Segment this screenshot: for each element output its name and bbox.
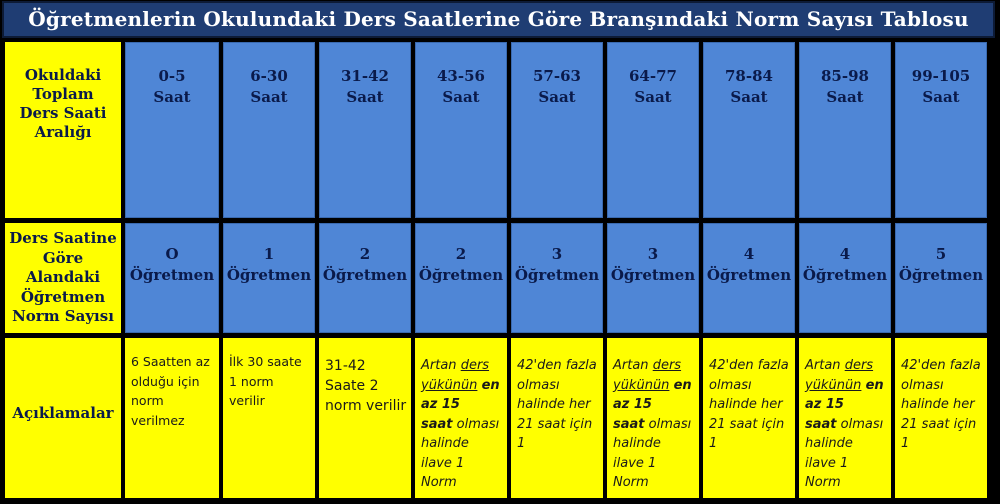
row-label-norm-line: Alandaki (25, 268, 101, 286)
note-line: yükünün en (421, 377, 500, 393)
range-value: 78-84 (725, 67, 773, 85)
range-value: 31-42 (341, 67, 389, 85)
note-line: 1 (901, 436, 910, 451)
norm-cell (895, 223, 987, 333)
note-line: norm verilir (325, 398, 407, 414)
norm-teacher-label: Öğretmen (898, 266, 984, 284)
row-label-range-line: Aralığı (34, 123, 92, 141)
range-value: 64-77 (629, 67, 677, 85)
norm-teacher-label: Öğretmen (226, 266, 312, 284)
note-line: Artan ders (613, 358, 682, 373)
norm-cell (125, 223, 219, 333)
norm-count: 3 (551, 245, 563, 263)
note-line: halinde her (901, 397, 975, 412)
row-label-range (5, 42, 121, 218)
note-line: 42'den fazla (517, 358, 597, 373)
norm-count: 2 (455, 245, 467, 263)
norm-cell (703, 223, 795, 333)
row-label-notes (5, 338, 121, 498)
note-line: 31-42 (325, 358, 366, 374)
range-cell (511, 42, 603, 218)
note-cell (415, 338, 507, 498)
range-unit: Saat (922, 88, 960, 106)
norm-teacher-label: Öğretmen (802, 266, 888, 284)
row-label-range-line: Toplam (32, 85, 94, 103)
norm-teacher-label: Öğretmen (322, 266, 408, 284)
norm-count: 3 (647, 245, 659, 263)
note-line: az 15 (613, 397, 652, 412)
range-cell (703, 42, 795, 218)
row-label-range-line: Ders Saati (19, 104, 107, 122)
norm-cell (607, 223, 699, 333)
norm-count: O (165, 245, 179, 263)
note-cell (223, 338, 315, 498)
note-line: az 15 (421, 397, 460, 412)
note-line: Norm (421, 475, 457, 490)
note-line: olduğu için (131, 373, 200, 389)
range-value: 43-56 (437, 67, 485, 85)
norm-count: 5 (935, 245, 947, 263)
note-line: ilave 1 (805, 455, 849, 471)
norm-count: 4 (839, 245, 851, 263)
note-line: halinde her (709, 397, 783, 412)
norm-table (5, 42, 995, 499)
note-cell (319, 338, 411, 498)
row-label-norm-line: Öğretmen (20, 287, 106, 306)
row-label-norm-line: Göre (42, 248, 84, 267)
range-unit: Saat (442, 88, 480, 106)
range-value: 57-63 (533, 67, 581, 85)
norm-count: 2 (359, 245, 371, 263)
note-line: halinde (421, 436, 469, 451)
note-line: olması (709, 377, 752, 393)
note-line: Artan ders (805, 358, 874, 373)
range-unit: Saat (730, 88, 768, 106)
range-cell (415, 42, 507, 218)
range-cell (125, 42, 219, 218)
range-unit: Saat (826, 88, 864, 106)
range-value: 99-105 (911, 67, 971, 85)
norm-teacher-label: Öğretmen (514, 266, 600, 284)
note-cell (895, 338, 987, 498)
note-line: 42'den fazla (709, 358, 789, 373)
range-cell (607, 42, 699, 218)
row-label-norm-line: Ders Saatine (9, 229, 117, 247)
note-line: 21 saat için (709, 416, 785, 432)
range-unit: Saat (153, 88, 191, 106)
norm-teacher-label: Öğretmen (418, 266, 504, 284)
note-line: 21 saat için (901, 416, 977, 432)
note-line: 42'den fazla (901, 358, 981, 373)
range-unit: Saat (346, 88, 384, 106)
note-line: halinde her (517, 397, 591, 412)
range-value: 6-30 (250, 67, 288, 85)
note-line: ilave 1 (421, 455, 465, 471)
note-line: verilmez (131, 412, 185, 428)
row-label-range-line: Okuldaki (24, 66, 102, 84)
range-unit: Saat (634, 88, 672, 106)
norm-cell (223, 223, 315, 333)
row-label-norm (5, 223, 121, 333)
note-line: norm (131, 393, 164, 408)
norm-count: 4 (743, 245, 755, 263)
note-line: halinde (805, 436, 853, 451)
norm-count: 1 (263, 245, 275, 263)
note-line: olması (517, 377, 560, 393)
note-line: Artan ders (421, 358, 490, 373)
note-cell (703, 338, 795, 498)
row-label-notes-text: Açıklamalar (12, 404, 114, 422)
range-unit: Saat (538, 88, 576, 106)
note-line: saat olması (613, 416, 692, 432)
table-title: Öğretmenlerin Okulundaki Ders Saatlerine Göre Branşındaki Norm Sayısı Tablosu (2, 1, 995, 38)
note-line: 1 norm (229, 373, 274, 389)
note-line: saat olması (421, 416, 500, 432)
note-line: Norm (805, 475, 841, 490)
norm-cell (319, 223, 411, 333)
note-line: 1 (517, 436, 526, 451)
note-cell (799, 338, 891, 498)
note-line: saat olması (805, 416, 884, 432)
note-line: ilave 1 (613, 455, 657, 471)
note-line: İlk 30 saate (229, 354, 302, 369)
note-line: Norm (613, 475, 649, 490)
range-cell (799, 42, 891, 218)
norm-teacher-label: Öğretmen (610, 266, 696, 284)
range-value: 0-5 (158, 67, 186, 85)
row-label-norm-line: Norm Sayısı (12, 307, 114, 325)
range-cell (319, 42, 411, 218)
note-line: az 15 (805, 397, 844, 412)
norm-teacher-label: Öğretmen (706, 266, 792, 284)
note-line: halinde (613, 436, 661, 451)
range-cell (895, 42, 987, 218)
note-cell (607, 338, 699, 498)
norm-cell (799, 223, 891, 333)
range-unit: Saat (250, 88, 288, 106)
note-cell (511, 338, 603, 498)
note-cell (125, 338, 219, 498)
range-value: 85-98 (821, 67, 869, 85)
range-cell (223, 42, 315, 218)
note-line: 1 (709, 436, 718, 451)
note-line: olması (901, 377, 944, 393)
note-line: Saate 2 (325, 378, 379, 394)
norm-teacher-label: Öğretmen (129, 266, 215, 284)
note-line: yükünün en (805, 377, 884, 393)
norm-cell (415, 223, 507, 333)
norm-cell (511, 223, 603, 333)
note-line: yükünün en (613, 377, 692, 393)
note-line: verilir (229, 393, 265, 408)
note-line: 6 Saatten az (131, 354, 210, 369)
note-line: 21 saat için (517, 416, 593, 432)
